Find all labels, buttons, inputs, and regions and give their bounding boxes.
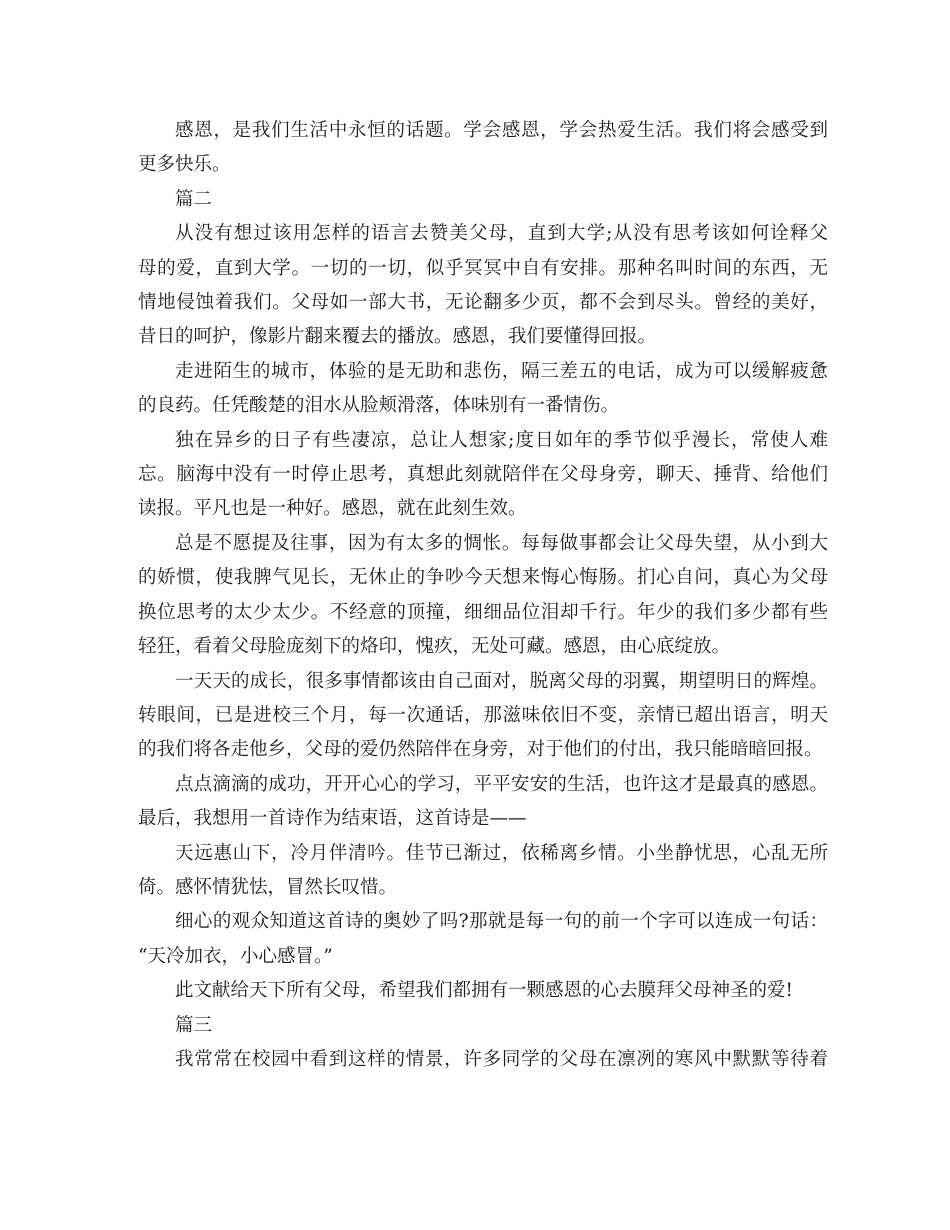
paragraph-line: 走进陌生的城市，体验的是无助和悲伤，隔三差五的电话，成为可以缓解疲惫	[175, 360, 828, 382]
paragraph-line: 的娇惯，使我脾气见长，无休止的争吵今天想来悔心悔肠。扪心自问，真心为父母	[138, 567, 828, 589]
paragraph	[138, 527, 828, 665]
paragraph	[138, 355, 828, 424]
paragraph-line: 的良药。任凭酸楚的泪水从脸颊滑落，体味别有一番情伤。	[138, 395, 620, 417]
paragraph	[138, 905, 828, 974]
paragraph-line: 转眼间，已是进校三个月，每一次通话，那滋味依旧不变，亲情已超出语言，明天	[138, 704, 828, 726]
section-heading	[138, 1009, 828, 1043]
paragraph-line: 点点滴滴的成功，开开心心的学习，平平安安的生活，也许这才是最真的感恩。	[175, 773, 828, 795]
paragraph-line: 轻狂，看着父母脸庞刻下的烙印，愧疚，无处可藏。感恩，由心底绽放。	[138, 636, 731, 658]
heading-text: 篇二	[175, 188, 213, 210]
paragraph-line: 母的爱，直到大学。一切的一切，似乎冥冥中自有安排。那种名叫时间的东西，无	[138, 257, 828, 279]
paragraph-line: 总是不愿提及往事，因为有太多的惆怅。每每做事都会让父母失望，从小到大	[175, 532, 828, 554]
paragraph-line: 忘。脑海中没有一时停止思考，真想此刻就陪伴在父母身旁，聊天、捶背、给他们	[138, 464, 828, 486]
paragraph-line: 独在异乡的日子有些凄凉，总让人想家;度日如年的季节似乎漫长，常使人难	[175, 429, 828, 451]
paragraph	[138, 1043, 828, 1077]
heading-text: 篇三	[175, 1014, 213, 1036]
paragraph-line: 从没有想过该用怎样的语言去赞美父母，直到大学;从没有思考该如何诠释父	[175, 223, 828, 245]
paragraph-line: 情地侵蚀着我们。父母如一部大书，无论翻多少页，都不会到尽头。曾经的美好，	[138, 292, 828, 314]
section-heading	[138, 183, 828, 217]
paragraph-line: 换位思考的太少太少。不经意的顶撞，细细品位泪却千行。年少的我们多少都有些	[138, 601, 828, 623]
paragraph-line: 倚。感怀情犹怯，冒然长叹惜。	[138, 876, 398, 898]
paragraph-line: 此文献给天下所有父母，希望我们都拥有一颗感恩的心去膜拜父母神圣的爱!	[175, 980, 793, 1002]
paragraph	[138, 974, 828, 1008]
paragraph	[138, 768, 828, 837]
paragraph-line: “天冷加衣，小心感冒。”	[138, 945, 333, 967]
paragraph-line: 昔日的呵护，像影片翻来覆去的播放。感恩，我们要懂得回报。	[138, 326, 657, 348]
document-body	[138, 114, 828, 1077]
paragraph	[138, 837, 828, 906]
paragraph-line: 感恩，是我们生活中永恒的话题。学会感恩，学会热爱生活。我们将会感受到	[175, 120, 828, 141]
paragraph	[138, 424, 828, 527]
paragraph-line: 更多快乐。	[138, 154, 231, 176]
paragraph-line: 天远惠山下，冷月伴清吟。佳节已渐过，依稀离乡情。小坐静忧思，心乱无所	[175, 842, 828, 864]
paragraph-line: 一天天的成长，很多事情都该由自己面对，脱离父母的羽翼，期望明日的辉煌。	[175, 670, 828, 692]
paragraph-line: 最后，我想用一首诗作为结束语，这首诗是——	[138, 808, 527, 830]
paragraph	[138, 665, 828, 768]
paragraph	[138, 217, 828, 355]
paragraph-line: 的我们将各走他乡，父母的爱仍然陪伴在身旁，对于他们的付出，我只能暗暗回报。	[138, 739, 823, 761]
paragraph	[138, 114, 828, 183]
paragraph-line: 我常常在校园中看到这样的情景，许多同学的父母在凛冽的寒风中默默等待着	[175, 1048, 828, 1070]
paragraph-line: 细心的观众知道这首诗的奥妙了吗?那就是每一句的前一个字可以连成一句话：	[175, 911, 828, 933]
paragraph-line: 读报。平凡也是一种好。感恩，就在此刻生效。	[138, 498, 527, 520]
